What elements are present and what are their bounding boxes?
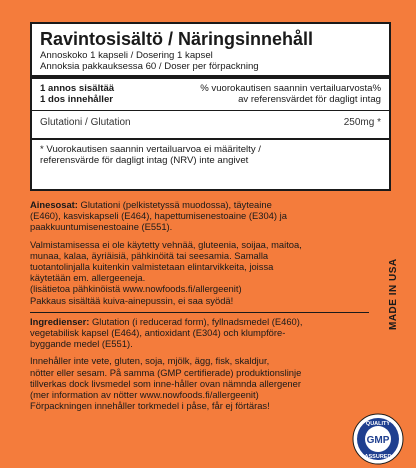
sv-ingredients-line: Glutation (i reducerad form), fyllnadsmedel (E460), bbox=[89, 315, 303, 327]
fi-ingredients-label: Ainesosat: bbox=[30, 199, 78, 210]
nutrient-amount: 250mg * bbox=[343, 117, 381, 128]
serving-size: Annoskoko 1 kapseli / Dosering 1 kapsel bbox=[40, 50, 213, 61]
footnote-line-1: * Vuorokautisen saannin vertailuarvoa ei määritelty / bbox=[40, 144, 261, 155]
fi-allergen-line: Valmistamisessa ei ole käytetty vehnää, gluteenia, soijaa, maitoa, bbox=[30, 238, 302, 250]
sv-allergen-line: (mer information av nötter www.nowfoods.fi/allergeenit) bbox=[30, 389, 259, 401]
sv-allergen-line: Innehåller inte vete, gluten, soja, mjölk, ägg, fisk, skaldjur, bbox=[30, 355, 270, 367]
nutrition-panel bbox=[30, 22, 391, 191]
panel-title: Ravintosisältö / Näringsinnehåll bbox=[40, 29, 314, 49]
nutrient-name: Glutationi / Glutation bbox=[40, 117, 131, 128]
panel-header bbox=[32, 24, 389, 72]
section-divider bbox=[30, 312, 369, 313]
fi-allergen-line: käytetään em. allergeeneja. bbox=[30, 272, 146, 284]
sv-ingredients-line: vegetabilisk kapsel (E464), antioxidant (E304) och klumpföre- bbox=[30, 327, 286, 339]
servings-per-container: Annoksia pakkauksessa 60 / Doser per förpackning bbox=[40, 61, 259, 72]
sv-ingredients-line: byggande medel (E551). bbox=[30, 338, 133, 350]
gmp-mid-text: GMP bbox=[366, 435, 390, 446]
fi-ingredients bbox=[30, 199, 380, 233]
rdv-sv: av referensvärdet för dagligt intag bbox=[238, 94, 381, 105]
fi-allergen-line: Pakkaus sisältää kuiva-ainepussin, ei saa syödä! bbox=[30, 294, 234, 306]
sv-allergen-line: nötter eller sesam. På samma (GMP certifierade) produktionslinje bbox=[30, 366, 302, 378]
sv-ingredients bbox=[30, 316, 380, 350]
sv-ingredients-label: Ingredienser: bbox=[30, 315, 90, 327]
label-text bbox=[30, 199, 380, 417]
fi-ingredients-line: (E460), kasviskapseli (E464), hapettumisenestoaine (E304) ja bbox=[30, 210, 287, 222]
fi-ingredients-line: paakkuuntumisenestoaine (E551). bbox=[30, 221, 173, 233]
fi-allergen-line: tuotantolinjalla kuitenkin valmistetaan elintarvikkeita, joissa bbox=[30, 261, 274, 273]
footnote bbox=[32, 140, 389, 170]
gmp-seal-icon bbox=[352, 413, 404, 465]
sv-allergens bbox=[30, 355, 380, 411]
gmp-top-text: QUALITY bbox=[365, 421, 391, 427]
column-headers bbox=[32, 79, 389, 107]
footnote-line-2: referensvärde för dagligt intag (NRV) inte angivet bbox=[40, 155, 249, 166]
fi-allergens bbox=[30, 239, 380, 306]
rdv-fi: % vuorokautisen saannin vertailuarvosta% bbox=[200, 83, 381, 94]
fi-allergen-line: (lisätietoa pähkinöistä www.nowfoods.fi/allergeenit) bbox=[30, 283, 242, 295]
per-serving-sv: 1 dos innehåller bbox=[40, 94, 114, 105]
sv-allergen-line: Förpackningen innehåller torkmedel i påse, får ej förtäras! bbox=[30, 400, 270, 412]
nutrient-row bbox=[32, 111, 389, 132]
made-in-usa: MADE IN USA bbox=[388, 258, 399, 330]
sv-allergen-line: tillverkas dock livsmedel som inne-håller ovan nämnda allergener bbox=[30, 377, 301, 389]
fi-allergen-line: munaa, kalaa, äyriäisiä, pähkinöitä tai seesamia. Samalla bbox=[30, 249, 269, 261]
gmp-bottom-text: ASSURED bbox=[364, 454, 392, 460]
fi-ingredients-line: Glutationi (pelkistetyssä muodossa), täyteaine bbox=[77, 199, 272, 210]
per-serving-fi: 1 annos sisältää bbox=[40, 83, 115, 94]
